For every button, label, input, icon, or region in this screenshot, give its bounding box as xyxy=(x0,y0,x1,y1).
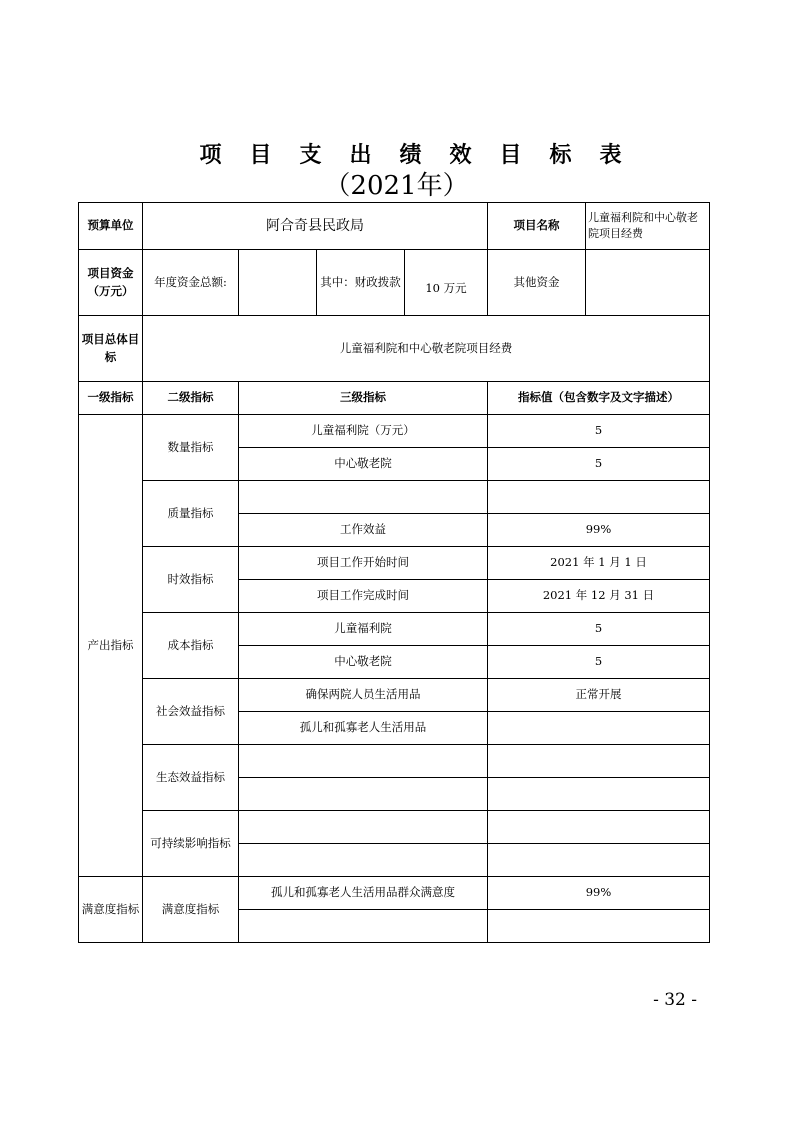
indicator-value: 5 xyxy=(488,415,710,448)
indicator-name: 中心敬老院 xyxy=(239,448,488,481)
other-funds-label: 其他资金 xyxy=(488,250,586,316)
column-header-level3: 三级指标 xyxy=(239,382,488,415)
indicator-name xyxy=(239,844,488,877)
table-row xyxy=(79,203,710,250)
project-name-value: 儿童福利院和中心敬老院项目经费 xyxy=(586,203,710,250)
indicator-name: 确保两院人员生活用品 xyxy=(239,679,488,712)
page-number: - 32 - xyxy=(653,990,697,1010)
table-row xyxy=(79,481,710,514)
cost-indicator-label: 成本指标 xyxy=(143,613,239,679)
table-row xyxy=(79,811,710,844)
funds-label-line1: 项目资金 xyxy=(87,266,134,281)
indicator-name xyxy=(239,745,488,778)
table-row xyxy=(79,877,710,910)
table-row xyxy=(79,382,710,415)
indicator-value: 2021 年 12 月 31 日 xyxy=(488,580,710,613)
timeliness-indicator-label: 时效指标 xyxy=(143,547,239,613)
indicator-name: 项目工作开始时间 xyxy=(239,547,488,580)
performance-goal-table xyxy=(78,202,710,943)
indicator-value: 5 xyxy=(488,613,710,646)
funds-label-line2: （万元） xyxy=(87,283,134,298)
indicator-value xyxy=(488,712,710,745)
table-row xyxy=(79,316,710,382)
satisfaction-indicator-label: 满意度指标 xyxy=(79,877,143,943)
indicator-name: 孤儿和孤寡老人生活用品群众满意度 xyxy=(239,877,488,910)
indicator-value xyxy=(488,481,710,514)
social-indicator-label: 社会效益指标 xyxy=(143,679,239,745)
column-header-value: 指标值（包含数字及文字描述） xyxy=(488,382,710,415)
goal-label-line1: 项目总体目 xyxy=(81,332,140,347)
indicator-name: 中心敬老院 xyxy=(239,646,488,679)
quality-indicator-label: 质量指标 xyxy=(143,481,239,547)
ecological-indicator-label: 生态效益指标 xyxy=(143,745,239,811)
indicator-name xyxy=(239,778,488,811)
annual-total-label: 年度资金总额: xyxy=(143,250,239,316)
table-row xyxy=(79,250,710,316)
goal-label xyxy=(79,316,143,382)
indicator-value xyxy=(488,778,710,811)
document-title: 项目支出绩效目标表 xyxy=(199,143,650,168)
indicator-value: 5 xyxy=(488,448,710,481)
table-row xyxy=(79,415,710,448)
table-row xyxy=(79,547,710,580)
indicator-value xyxy=(488,844,710,877)
column-header-level1: 一级指标 xyxy=(79,382,143,415)
project-name-label: 项目名称 xyxy=(488,203,586,250)
indicator-name: 工作效益 xyxy=(239,514,488,547)
indicator-value xyxy=(488,745,710,778)
indicator-value xyxy=(488,910,710,943)
funds-label xyxy=(79,250,143,316)
indicator-name xyxy=(239,910,488,943)
indicator-name: 儿童福利院（万元） xyxy=(239,415,488,448)
indicator-value: 99% xyxy=(488,877,710,910)
quantity-indicator-label: 数量指标 xyxy=(143,415,239,481)
indicator-name xyxy=(239,811,488,844)
indicator-name xyxy=(239,481,488,514)
indicator-value: 99% xyxy=(488,514,710,547)
indicator-value: 2021 年 1 月 1 日 xyxy=(488,547,710,580)
satisfaction-sub-label: 满意度指标 xyxy=(143,877,239,943)
table-row xyxy=(79,679,710,712)
document-year: （2021年） xyxy=(324,171,469,201)
indicator-value: 5 xyxy=(488,646,710,679)
annual-total-value xyxy=(239,250,317,316)
indicator-value xyxy=(488,811,710,844)
indicator-name: 儿童福利院 xyxy=(239,613,488,646)
table-row xyxy=(79,745,710,778)
column-header-level2: 二级指标 xyxy=(143,382,239,415)
goal-value: 儿童福利院和中心敬老院项目经费 xyxy=(143,316,710,382)
budget-unit-label: 预算单位 xyxy=(79,203,143,250)
output-indicator-label: 产出指标 xyxy=(79,415,143,877)
indicator-value: 正常开展 xyxy=(488,679,710,712)
fiscal-value: 10 万元 xyxy=(405,250,488,316)
indicator-name: 项目工作完成时间 xyxy=(239,580,488,613)
table-row xyxy=(79,613,710,646)
other-funds-value xyxy=(586,250,710,316)
goal-label-line2: 标 xyxy=(104,349,117,364)
fiscal-label: 其中：财政拨款 xyxy=(317,250,405,316)
budget-unit-value: 阿合奇县民政局 xyxy=(143,203,488,250)
indicator-name: 孤儿和孤寡老人生活用品 xyxy=(239,712,488,745)
sustainable-indicator-label: 可持续影响指标 xyxy=(143,811,239,877)
